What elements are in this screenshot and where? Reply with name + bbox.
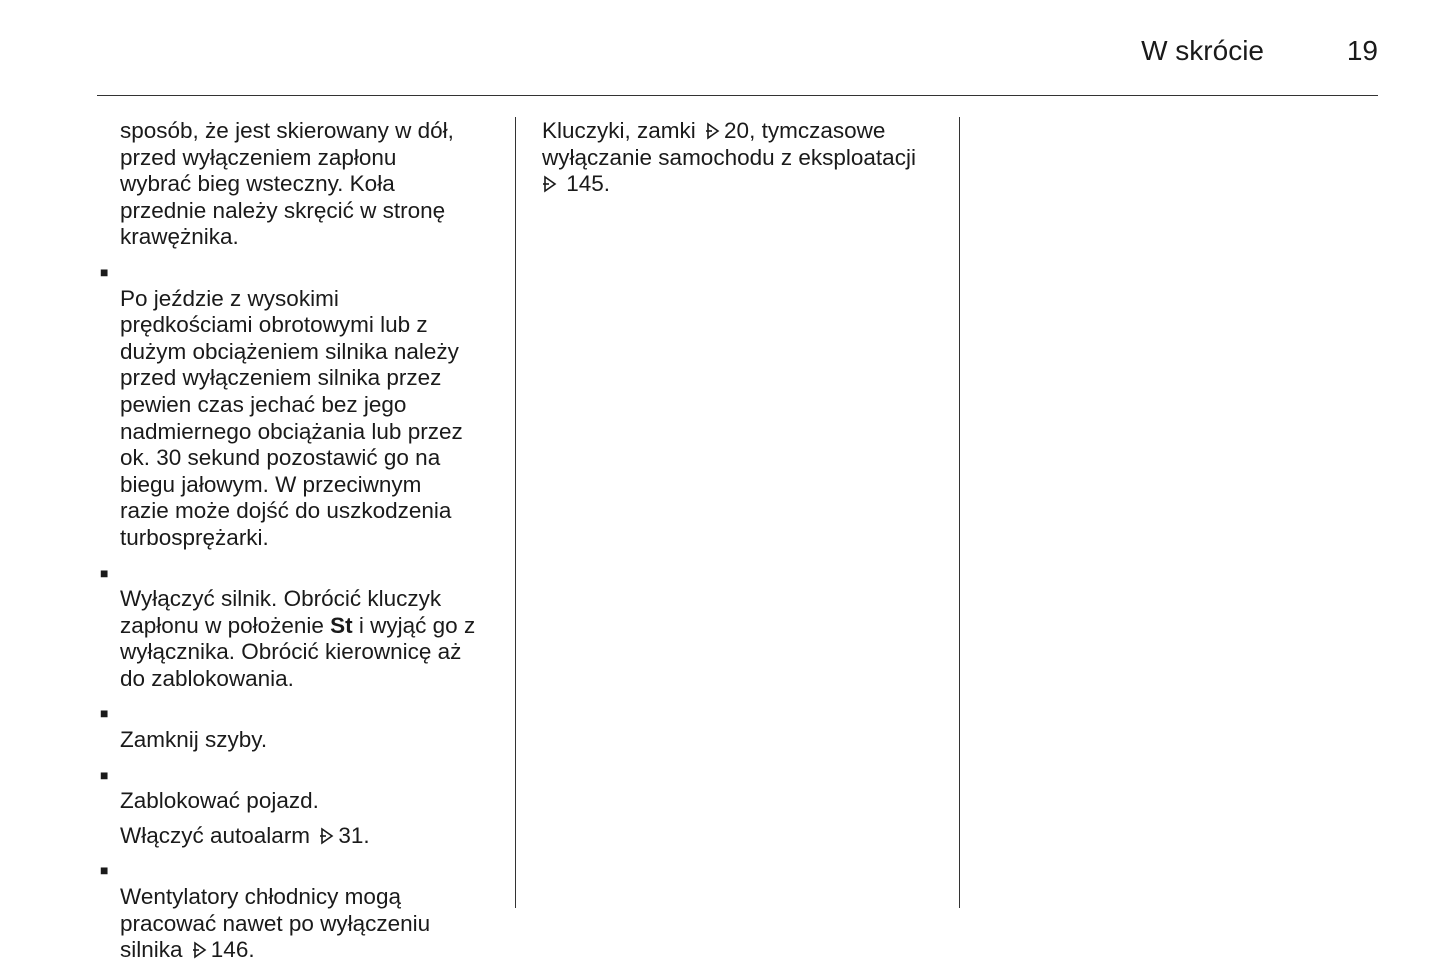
page-reference-link[interactable]: 146. — [210, 937, 255, 963]
reference-arrow-icon — [189, 937, 211, 964]
list-item-text: Zablokować pojazd. — [120, 788, 319, 814]
page-reference-link[interactable]: 31. — [338, 822, 370, 848]
column-2 — [542, 118, 942, 206]
square-bullet-icon: ■ — [100, 705, 109, 722]
column-divider — [959, 117, 960, 908]
reference-arrow-icon — [316, 823, 338, 850]
square-bullet-icon: ■ — [100, 263, 109, 280]
keys-paragraph — [542, 118, 942, 198]
column-divider — [515, 117, 516, 908]
list-item-text: Wyłączyć silnik. Obrócić kluczyk zapłonu w położenie — [120, 586, 442, 638]
section-title: W skrócie — [1141, 35, 1264, 66]
list-item-text: Po jeździe z wysokimi prędkościami obrotowymi lub z dużym obciążeniem silnika należy przed wyłączeniem silnika przez pewien czas jechać bez jego nadmiernego obciążania lub przez ok. 30 sekund pozostawić go na biegu jałowym. W przeciwnym razie może dojść do uszkodzenia turbosprężarki. — [120, 285, 463, 550]
list-item — [100, 762, 500, 815]
alarm-note — [120, 823, 500, 850]
alarm-note-text: Włączyć autoalarm — [120, 822, 311, 848]
column-1 — [100, 118, 500, 972]
list-item — [100, 700, 500, 753]
square-bullet-icon: ■ — [100, 564, 109, 581]
page-number: 19 — [1346, 35, 1378, 66]
list-item — [100, 560, 500, 693]
intro-paragraph: sposób, że jest skierowany w dół, przed wyłączeniem zapłonu wybrać bieg wsteczny. Koła przednie należy skręcić w stronę krawężnika. — [120, 118, 454, 250]
square-bullet-icon: ■ — [100, 862, 109, 879]
page-reference-link[interactable]: 20, tymczasowe — [724, 118, 886, 143]
header-rule — [97, 95, 1378, 96]
page-reference-link[interactable]: 145. — [566, 171, 611, 197]
reference-arrow-icon — [702, 118, 724, 145]
square-bullet-icon: ■ — [100, 766, 109, 783]
list-item — [100, 857, 500, 963]
list-item-text: Wentylatory chłodnicy mogą pracować nawet po wyłączeniu silnika — [120, 884, 431, 963]
reference-arrow-icon — [542, 171, 560, 198]
keys-text: Kluczyki, zamki — [542, 118, 696, 143]
list-item-text: i wyjąć go z wyłącznika. Obrócić kierownicę aż do zablokowania. — [120, 612, 476, 691]
list-item-text: Zamknij szyby. — [120, 727, 268, 753]
list-item — [100, 259, 500, 552]
decommissioning-text: wyłączanie samochodu z eksploatacji — [542, 144, 916, 170]
ignition-position-label: St — [330, 612, 353, 638]
